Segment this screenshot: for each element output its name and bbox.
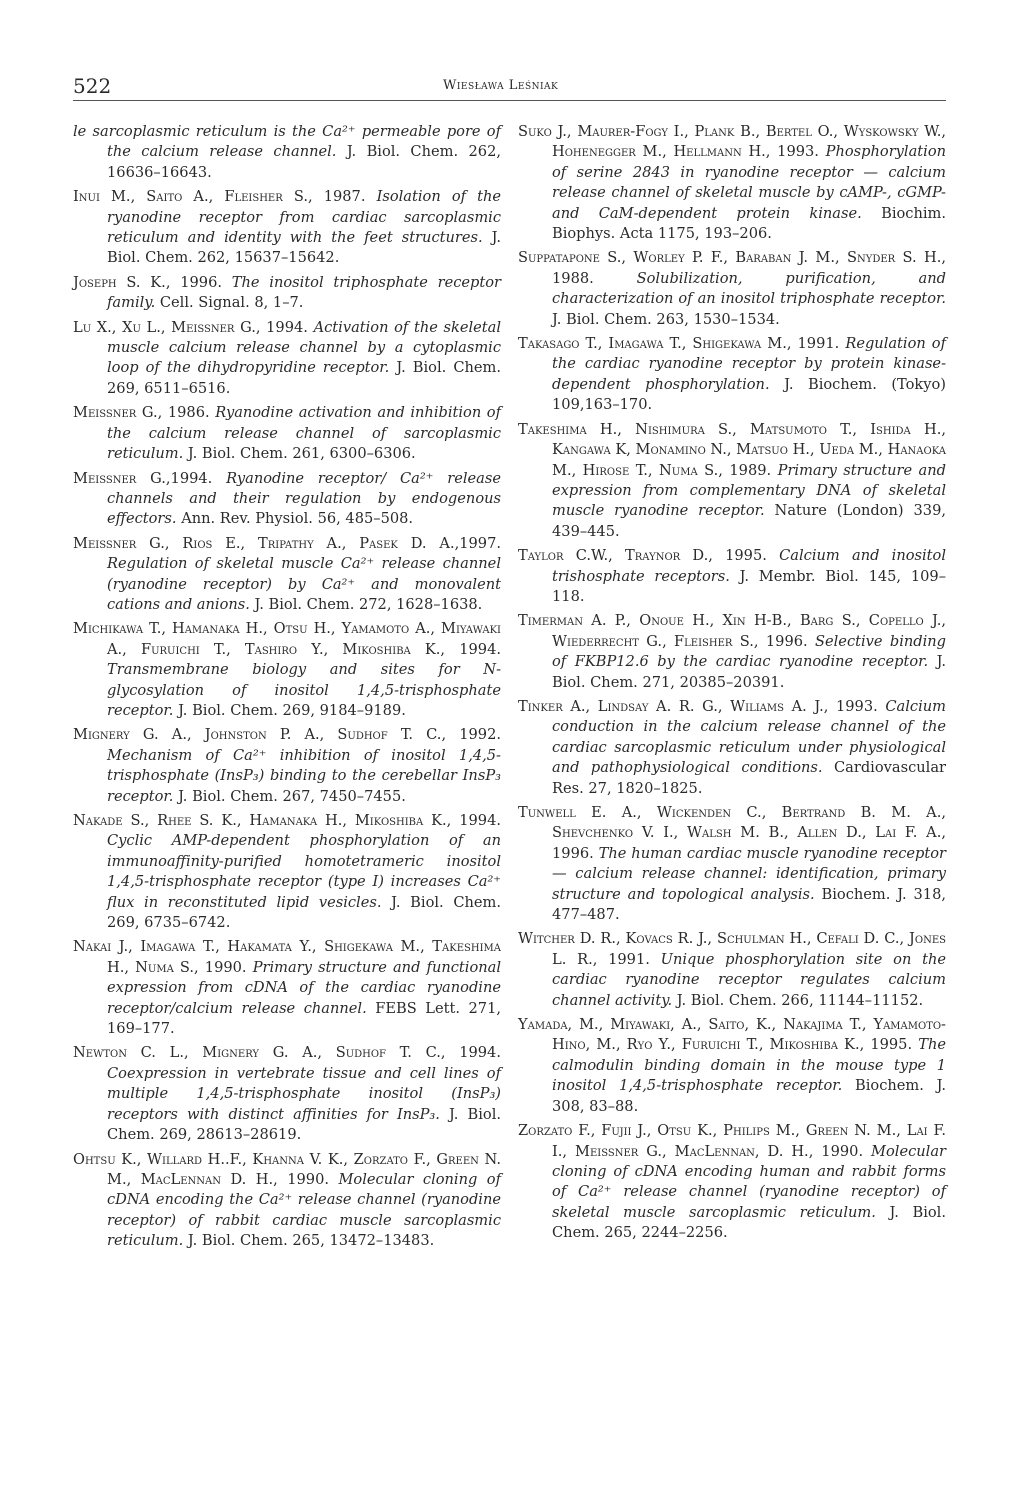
reference-source: J. Biol. Chem. 269, 28613–28619. (107, 1105, 502, 1144)
reference-authors: Ohtsu K., Willard H..F., Khanna V. K., Zorzato F., Green N. M., MacLennan D. H., 1990. (73, 1150, 501, 1188)
reference-source: J. Biol. Chem. 265, 2244–2256. (552, 1203, 946, 1242)
reference-title: le sarcoplasmic reticulum is the Ca²⁺ permeable pore of the calcium release channel. (73, 123, 501, 161)
reference-entry (518, 611, 946, 693)
reference-authors: Nakai J., Imagawa T., Hakamata Y., Shigekawa M., Takeshima H., Numa S., 1990. (73, 938, 501, 976)
reference-authors: Suko J., Maurer-Fogy I., Plank B., Bertel O., Wyskowsky W., Hohenegger M., Hellmann H., 1993. (518, 123, 946, 161)
reference-source: J. Membr. Biol. 145, 109–118. (552, 567, 946, 605)
reference-entry (73, 725, 501, 807)
reference-source: J. Biol. Chem. 271, 20385–20391. (552, 653, 946, 691)
reference-source: Nature (London) 339, 439–445. (552, 502, 947, 540)
reference-title: Cyclic AMP-dependent phosphorylation of an immunoaffinity-purified homotetrameric inositol 1,4,5-trisphosphate receptor (type I) increases Ca²⁺ flux in reconstituted lipid vesicles. (107, 832, 501, 911)
running-head: Wiesława Leśniak (443, 78, 559, 93)
reference-title: Calcium and inositol trishosphate receptors. (552, 547, 947, 585)
reference-title: Solubilization, purification, and characterization of an inositol triphosphate receptor. (552, 269, 946, 308)
reference-authors: Mignery G. A., Johnston P. A., Sudhof T. C., 1992. (73, 726, 501, 744)
reference-title: Ryanodine activation and inhibition of the calcium release channel of sarcoplasmic reticulum. (107, 404, 501, 463)
reference-entry (518, 546, 946, 607)
reference-authors: Witcher D. R., Kovacs R. J., Schulman H., Cefali D. C., Jones L. R., 1991. (518, 930, 946, 968)
reference-authors: Taylor C.W., Traynor D., 1995. (518, 547, 767, 565)
reference-title: Mechanism of Ca²⁺ inhibition of inositol 1,4,5-trisphosphate (InsP₃) binding to the cerebellar InsP₃ receptor. (107, 746, 501, 805)
reference-title: Regulation of skeletal muscle Ca²⁺ release channel (ryanodine receptor) by Ca²⁺ and monovalent cations and anions. (107, 555, 501, 613)
reference-entry (518, 122, 946, 244)
reference-source: Biochim. Biophys. Acta 1175, 193–206. (552, 204, 947, 243)
reference-source: J. Biol. Chem. 269, 6735–6742. (107, 893, 502, 932)
reference-entry (73, 273, 501, 314)
reference-title: Transmembrane biology and sites for N-glycosylation of inositol 1,4,5-trisphosphate receptor. (107, 661, 501, 719)
reference-source: J. Biol. Chem. 272, 1628–1638. (254, 595, 483, 613)
reference-entry (73, 187, 501, 269)
reference-entry (73, 469, 501, 530)
reference-authors: Meissner G.,1994. (73, 469, 213, 487)
reference-source: J. Biol. Chem. 263, 1530–1534. (552, 310, 780, 328)
reference-entry (73, 403, 501, 464)
reference-source: J. Biol. Chem. 265, 13472–13483. (187, 1232, 435, 1250)
reference-title: Molecular cloning of cDNA encoding human and rabbit forms of Ca²⁺ release channel (ryanodine receptor) of skeletal muscle sarcoplasmic reticulum. (552, 1142, 946, 1221)
reference-source: FEBS Lett. 271, 169–177. (107, 999, 502, 1038)
reference-title: Selective binding of FKBP12.6 by the cardiac ryanodine receptor. (552, 632, 947, 671)
reference-entry (518, 1121, 946, 1243)
reference-title: Regulation of the cardiac ryanodine receptor by protein kinase-dependent phosphorylation. (552, 335, 946, 393)
reference-entry (73, 122, 501, 183)
reference-entry (73, 619, 501, 721)
reference-authors: Tunwell E. A., Wickenden C., Bertrand B. M. A., Shevchenko V. I., Walsh M. B., Allen D., Lai F. A., 1996. (518, 804, 946, 862)
references-right-column (518, 122, 946, 1248)
reference-source: J. Biol. Chem. 269, 9184–9189. (178, 701, 406, 719)
reference-entry (73, 937, 501, 1039)
reference-entry (518, 334, 946, 416)
reference-entry (518, 803, 946, 925)
reference-authors: Takasago T., Imagawa T., Shigekawa M., 1991. (518, 335, 840, 353)
reference-source: Cardiovascular Res. 27, 1820–1825. (552, 759, 946, 797)
reference-entry (73, 318, 501, 400)
references-left-column (73, 122, 501, 1256)
reference-authors: Takeshima H., Nishimura S., Matsumoto T., Ishida H., Kangawa K, Monamino N., Matsuo H., Ueda M., Hanaoka M., Hirose T., Numa S., 1989. (518, 420, 946, 479)
reference-source: J. Biol. Chem. 266, 11144–11152. (676, 991, 924, 1009)
reference-entry (518, 248, 946, 330)
reference-authors: Suppatapone S., Worley P. F., Baraban J. M., Snyder S. H., 1988. (518, 249, 946, 287)
reference-authors: Lu X., Xu L., Meissner G., 1994. (73, 318, 308, 336)
reference-entry (73, 534, 501, 616)
reference-source: Biochem. J. 318, 477–487. (552, 885, 947, 924)
reference-entry (73, 811, 501, 933)
reference-source: J. Biol. Chem. 269, 6511–6516. (107, 359, 502, 397)
reference-title: Primary structure and expression from complementary DNA of skeletal muscle ryanodine receptor. (552, 461, 946, 520)
reference-authors: Inui M., Saito A., Fleisher S., 1987. (73, 188, 366, 206)
reference-source: Biochem. J. 308, 83–88. (552, 1077, 946, 1115)
reference-authors: Nakade S., Rhee S. K., Hamanaka H., Mikoshiba K., 1994. (73, 812, 501, 829)
reference-authors: Tinker A., Lindsay A. R. G., Wiliams A. J., 1993. (518, 697, 878, 715)
reference-entry (518, 1015, 946, 1117)
reference-title: Molecular cloning of cDNA encoding the Ca²⁺ release channel (ryanodine receptor) of rabbit cardiac muscle sarcoplasmic reticulum. (107, 1170, 501, 1250)
reference-source: Cell. Signal. 8, 1–7. (159, 294, 304, 312)
reference-source: J. Biol. Chem. 267, 7450–7455. (178, 787, 406, 805)
reference-title: Calcium conduction in the calcium release channel of the cardiac sarcoplasmic reticulum under physiological and pathophysiological conditions. (552, 697, 947, 777)
reference-authors: Meissner G., 1986. (73, 404, 210, 422)
reference-authors: Zorzato F., Fujii J., Otsu K., Philips M., Green N. M., Lai F. I., Meissner G., MacLennan, D. H., 1990. (518, 1122, 946, 1160)
reference-title: Coexpression in vertebrate tissue and cell lines of multiple 1,4,5-trisphosphate inositol (InsP₃) receptors with distinct affinities for InsP₃. (107, 1064, 501, 1123)
reference-source: J. Biol. Chem. 261, 6300–6306. (187, 445, 416, 463)
reference-source: J. Biol. Chem. 262, 15637–15642. (107, 229, 502, 267)
reference-source: J. Biochem. (Tokyo) 109,163–170. (552, 375, 946, 414)
reference-entry (73, 1150, 501, 1252)
reference-title: Primary structure and functional expression from cDNA of the cardiac ryanodine receptor/calcium release channel. (107, 958, 501, 1017)
reference-source: J. Biol. Chem. 262, 16636–16643. (107, 143, 501, 181)
reference-entry (518, 420, 946, 542)
reference-authors: Meissner G., Rios E., Tripathy A., Pasek D. A.,1997. (73, 534, 501, 552)
reference-title: The calmodulin binding domain in the mouse type 1 inositol 1,4,5-trisphosphate receptor. (552, 1036, 946, 1095)
reference-entry (73, 1043, 501, 1145)
reference-title: Activation of the skeletal muscle calcium release channel by a cytoplasmic loop of the dihydropyridine receptor. (107, 318, 502, 377)
page-number: 522 (73, 74, 112, 98)
reference-authors: Yamada, M., Miyawaki, A., Saito, K., Nakajima T., Yamamoto-Hino, M., Ryo Y., Furuichi T., Mikoshiba K., 1995. (518, 1016, 946, 1054)
reference-authors: Newton C. L., Mignery G. A., Sudhof T. C., 1994. (73, 1044, 501, 1062)
reference-entry (518, 697, 946, 799)
reference-title: The inositol triphosphate receptor family. (107, 273, 502, 312)
reference-title: Phosphorylation of serine 2843 in ryanodine receptor — calcium release channel of skeletal muscle by cAMP-, cGMP- and CaM-dependent protein kinase. (552, 143, 946, 222)
reference-source: Ann. Rev. Physiol. 56, 485–508. (181, 510, 414, 528)
reference-authors: Michikawa T., Hamanaka H., Otsu H., Yamamoto A., Miyawaki A., Furuichi T., Tashiro Y., Mikoshiba K., 1994. (73, 620, 501, 658)
reference-authors: Timerman A. P., Onoue H., Xin H-B., Barg S., Copello J., Wiederrecht G., Fleisher S., 1996. (518, 612, 946, 650)
reference-title: Unique phosphorylation site on the cardiac ryanodine receptor regulates calcium channel activity. (552, 950, 947, 1009)
reference-title: Isolation of the ryanodine receptor from cardiac sarcoplasmic reticulum and identity with the feet structures. (107, 188, 501, 247)
reference-title: The human cardiac muscle ryanodine receptor — calcium release channel: identification, primary structure and topological analysis. (552, 844, 946, 903)
reference-title: Ryanodine receptor/ Ca²⁺ release channels and their regulation by endogenous effectors. (107, 469, 502, 528)
page-header (73, 74, 946, 101)
reference-authors: Joseph S. K., 1996. (73, 273, 223, 291)
reference-entry (518, 929, 946, 1011)
